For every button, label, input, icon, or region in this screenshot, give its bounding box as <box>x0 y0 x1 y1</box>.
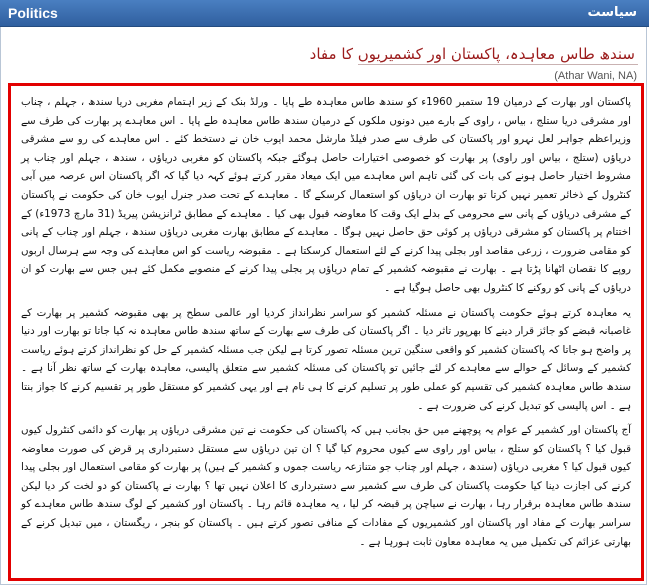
section-header-bar <box>0 0 649 27</box>
article-paragraph-3: آج پاکستان اور کشمیر کے عوام یہ پوچھنے میں حق بجانب ہیں کہ پاکستان کی حکومت نے تین مشرقی دریاؤں پر بھارت کو دائمی کنٹرول کیوں قبول کیا ؟ پاکستان کو ستلج ، بیاس اور راوی سے کیوں محروم کیا گیا ؟ ان تین دریاؤں سے مستقل دستبرداری پر قرض کی صورت معاوضہ کیوں قبول کیا ؟ مغربی دریاؤں (سندھ ، جہلم اور چناب جو متنازعہ ریاست جموں و کشمیر کے ہیں) پر بھارت کو مقامی استعمال اور بجلی پیدا کرنے کی اجازت دینا کیا حکومت پاکستان کی طرف سے کشمیر سے دستبرداری کا اعلان نہیں تھا ؟ بھارت نے پاکستان کو دو لخت کر دیا لیکن سندھ طاس معاہدہ برقرار رہا ، بھارت نے سیاچن پر قبضہ کر لیا ، یہ معاہدہ قائم رہا ۔ پاکستان اور کشمیر کے لوگ سندھ طاس معاہدے کو سراسر بھارت کے مفاد اور پاکستان اور کشمیریوں کے مفادات کے منافی تصور کرتے ہیں ۔ پاکستان کو بنجر ، ریگستان ، میں تبدیل کرنے کے بھارتی عزائم کی تکمیل میں یہ معاہدہ معاون ثابت ہورہا ہے ۔ <box>21 424 631 548</box>
title-divider <box>358 64 638 65</box>
section-title-english: Politics <box>8 5 58 21</box>
article-title[interactable]: سندھ طاس معاہدہ، پاکستان اور کشمیریوں کا مفاد <box>309 45 635 63</box>
section-title-urdu: سیاست <box>587 5 637 20</box>
article-body <box>8 83 644 581</box>
article-author: (Athar Wani, NA) <box>554 70 637 82</box>
article-paragraph-1: پاکستان اور بھارت کے درمیان 19 ستمبر 1960ء کو سندھ طاس معاہدہ طے پایا ۔ ورلڈ بنک کے زیر اہتمام مغربی دریا سندھ ، جہلم ، چناب اور مشرقی دریا ستلج ، بیاس ، راوی کے بارے میں دونوں ملکوں کے درمیان سندھ طاس معاہدہ طے پایا ۔ اس معاہدے پر بھارت کی طرف سے وزیراعظم جواہر لعل نہرو اور پاکستان کی طرف سے صدر فیلڈ مارشل محمد ایوب خان نے دستخط کئے ۔ اس معاہدے کی رو سے مشرقی دریاؤں (ستلج ، بیاس اور راوی) پر بھارت کو خصوصی اختیارات حاصل ہوگئے جبکہ پاکستان کو مغربی دریاؤں ، سندھ ، جہلم اور چناب پر مشروط اختیار حاصل ہونے کی بات کی گئی تاہم اس معاہدے میں ایک میعاد مقرر کرتے ہوئے کہہ دیا گیا کہ اگر پاکستان اس عرصہ میں آبی کنٹرول کے ذخائر تعمیر نہیں کرتا تو بھارت ان دریاؤں کو استعمال کرسکے گا ۔ معاہدے کے تحت صدر جنرل ایوب خان کی حکومت نے پاکستان کے مشرقی دریاؤں کے پانی سے محرومی کے بدلے ایک وقت کا معاوضہ قبول بھی کیا ۔ معاہدے کے مطابق ٹرانزیشن پیریڈ (31 مارچ 1973ء) کے اختتام پر پاکستان کو مشرقی دریاؤں پر کوئی حق حاصل نہیں ہوگا ۔ معاہدے کے مطابق بھارت مغربی دریاؤں سندھ ، جہلم اور چناب کے پانی کو مقامی ضرورت ، زرعی مقاصد اور بجلی پیدا کرنے کے لئے استعمال کرسکتا ہے ۔ مقبوضہ ریاست کو اس معاہدے کی وجہ سے ہرسال اربوں روپے کا نقصان اٹھانا پڑتا ہے ۔ بھارت نے مقبوضہ کشمیر کے تمام دریاؤں پر بجلی پیدا کرنے کے منصوبے مکمل کئے ہیں جس سے بھارت کو ان دریاؤں کے پانی کو روکنے کا کنٹرول بھی حاصل ہوگیا ہے ۔ <box>21 96 631 294</box>
article-paragraph-2: یہ معاہدہ کرتے ہوئے حکومت پاکستان نے مسئلہ کشمیر کو سراسر نظرانداز کردیا اور عالمی سطح پر بھی مقبوضہ کشمیر پر بھارت کے غاصبانہ قبضے کو جائز قرار دینے کا بھرپور تاثر دیا ۔ اگر پاکستان کی طرف سے بھارت کے ساتھ سندھ طاس معاہدہ نہ کیا جاتا تو بھارت اور دنیا پر واضح ہو جاتا کہ پاکستان کشمیر کو واقعی سنگین ترین مسئلہ تصور کرتا ہے لیکن جب مسئلہ کشمیر کے حل کو نظرانداز کرتے ہوئے ریاست کشمیر کے وسائل کے حوالے سے معاہدے کر لئے جائیں تو پاکستان کی مسئلہ کشمیر سے متعلق پالیسی، معاہدہ بھارت کے ساتھ نظر آنا ہے ۔ سندھ طاس معاہدہ کشمیر کی تقسیم کو عملی طور پر تسلیم کرنے کا ہی نام ہے اور یہی کشمیر کو مستقل طور پر تقسیم کرنے کا جواز بنتا ہے ۔ اس پالیسی کو تبدیل کرنے کی ضرورت ہے ۔ <box>21 306 631 412</box>
